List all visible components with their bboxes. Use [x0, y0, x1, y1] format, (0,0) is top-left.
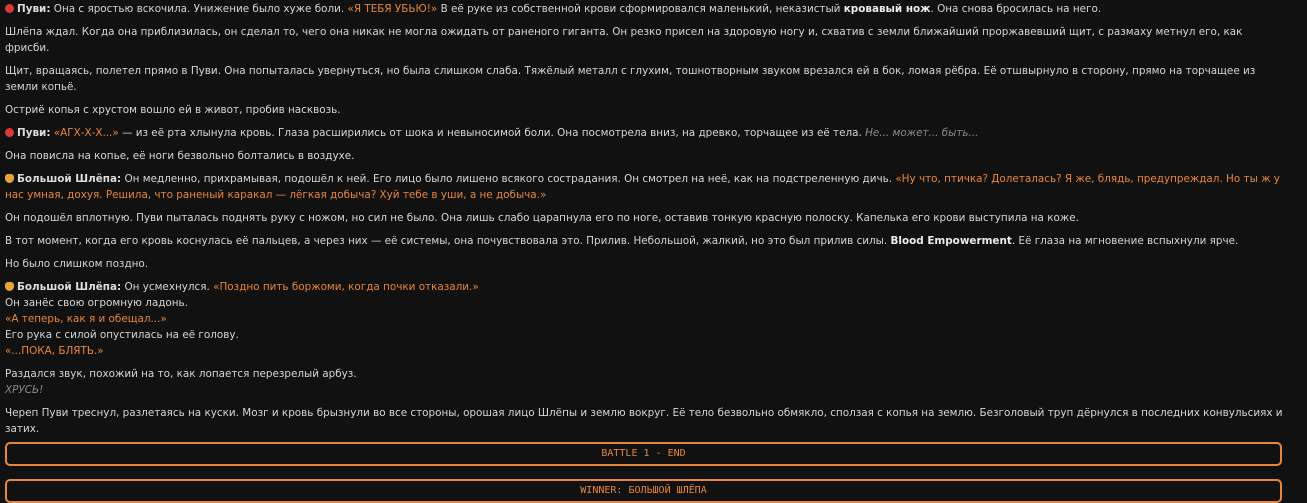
narration-text: . Она снова бросилась на него.	[930, 3, 1102, 15]
story-paragraph: Она повисла на копье, её ноги безвольно болтались в воздухе.	[5, 150, 355, 162]
dialogue-quote: «Поздно пить боржоми, когда почки отказали.»	[213, 281, 479, 293]
narration-text: Он усмехнулся.	[121, 281, 214, 293]
dialogue-quote: «...ПОКА, БЛЯТЬ.»	[5, 345, 104, 357]
narration-text: . Её глаза на мгновение вспыхнули ярче.	[1011, 235, 1239, 247]
speaker-name: Пуви:	[17, 3, 51, 15]
narration-text: Она с яростью вскочила. Унижение было хуже боли.	[50, 3, 348, 15]
narration-text: — из её рта хлынула кровь. Глаза расширились от шока и невыносимой боли. Она посмотрела вниз, на древко, торчащее из её тела.	[118, 127, 866, 139]
sound-effect: ХРУСЬ!	[5, 384, 44, 396]
narration-text: В тот момент, когда его кровь коснулась её пальцев, а через них — её системы, она почувствовала это. Прилив. Небольшой, жалкий, но это был прилив силы.	[5, 235, 891, 247]
bold-term: Blood Empowerment	[890, 235, 1012, 247]
story-paragraph: Череп Пуви треснул, разлетаясь на куски. Мозг и кровь брызнули во все стороны, орошая лицо Шлёпы и землю вокруг. Её тело безвольно обмякло, сползая с копья на землю. Безголовый труп дёрнулся в последних конвульсиях и затих.	[5, 407, 1283, 435]
story-paragraph: Шлёпа ждал. Когда она приблизилась, он сделал то, чего она никак не могла ожидать от раненого гиганта. Он резко присел на здоровую ногу и, схватив с земли ближайший проржавевший щит, с размаху метнул его, как фрисби.	[5, 26, 1243, 54]
red-devil-face-icon	[5, 4, 14, 13]
dialogue-quote: «А теперь, как я и обещал...»	[5, 313, 167, 325]
speaker-name: Большой Шлёпа:	[17, 173, 122, 185]
narration-line: Его рука с силой опустилась на её голову.	[5, 329, 239, 341]
speaker-name: Пуви:	[17, 127, 51, 139]
bold-term: кровавый нож	[843, 3, 931, 15]
inner-thought: Не... может... быть...	[865, 127, 979, 139]
story-paragraph: Остриё копья с хрустом вошло ей в живот, пробив насквозь.	[5, 104, 341, 116]
narration-line: Он занёс свою огромную ладонь.	[5, 297, 188, 309]
red-devil-face-icon	[5, 128, 14, 137]
story-paragraph	[5, 1, 1290, 17]
story-paragraph: Он подошёл вплотную. Пуви пыталась поднять руку с ножом, но сил не было. Она лишь слабо царапнула его по ноге, оставив тонкую красную полоску. Капелька его крови выступила на коже.	[5, 212, 1079, 224]
story-paragraph	[5, 366, 1290, 398]
cat-face-icon	[5, 282, 14, 291]
story-paragraph	[5, 125, 1290, 141]
story-paragraph	[5, 171, 1290, 203]
cat-face-icon	[5, 174, 14, 183]
battle-end-banner: BATTLE 1 - END	[5, 442, 1282, 466]
speaker-name: Большой Шлёпа:	[17, 281, 122, 293]
story-paragraph	[5, 233, 1290, 249]
narration-text: Он медленно, прихрамывая, подошёл к ней. Его лицо было лишено всякого сострадания. Он смотрел на неё, как на подстреленную дичь.	[121, 173, 896, 185]
story-paragraph: Щит, вращаясь, полетел прямо в Пуви. Она попыталась увернуться, но была слишком слаба. Тяжёлый металл с глухим, тошнотворным звуком врезался ей в бок, ломая рёбра. Её отшвырнуло в сторону, прямо на торчащее из земли копьё.	[5, 65, 1256, 93]
story-paragraph: Но было слишком поздно.	[5, 258, 149, 270]
narration-text: В её руке из собственной крови сформировался маленький, неказистый	[437, 3, 844, 15]
story-paragraph	[5, 279, 1290, 359]
dialogue-quote: «Я ТЕБЯ УБЬЮ!»	[347, 3, 438, 15]
dialogue-quote: «АГХ-Х-Х...»	[53, 127, 119, 139]
narration-line: Раздался звук, похожий на то, как лопается перезрелый арбуз.	[5, 368, 357, 380]
dialogue-quote: «Ну что, птичка? Долеталась? Я же, блядь, предупреждал. Но ты ж у нас умная, дохуя. Решила, что раненый каракал — лёгкая добыча? Хуй тебе в уши, а не добыча.»	[5, 173, 1280, 201]
winner-banner: WINNER: БОЛЬШОЙ ШЛЁПА	[5, 479, 1282, 503]
